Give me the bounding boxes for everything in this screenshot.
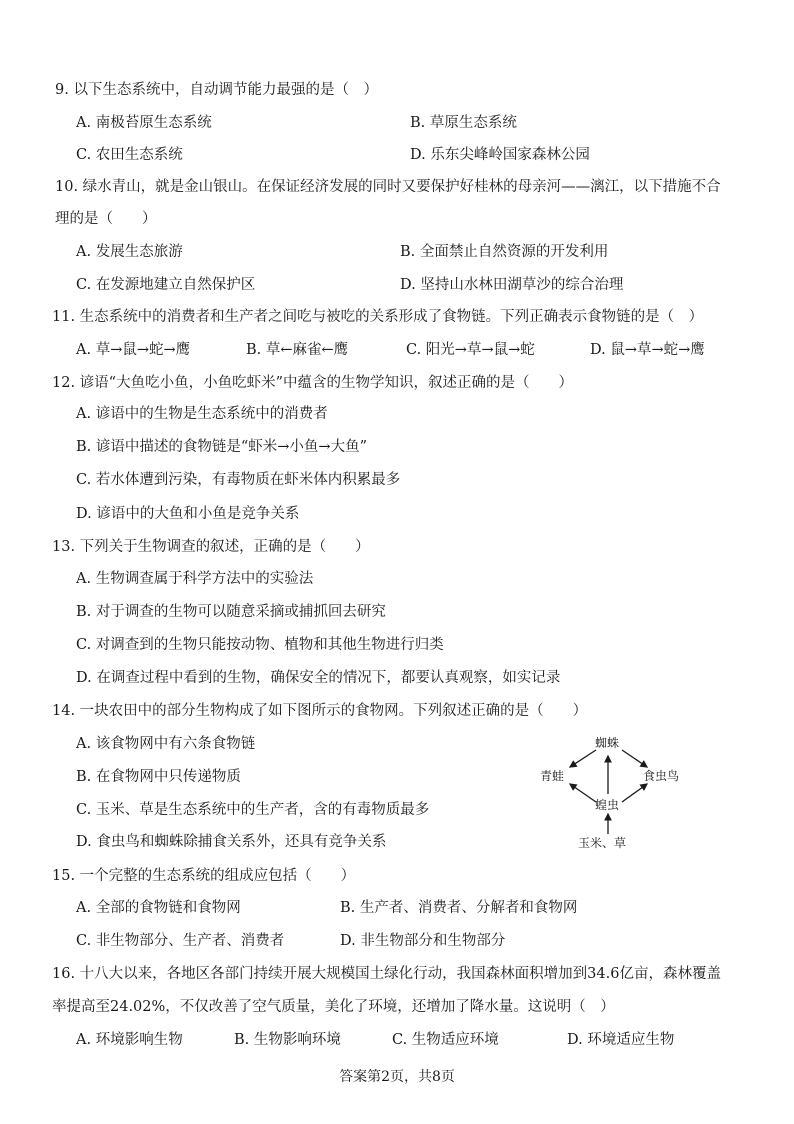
question-11-stem: 11. 生态系统中的消费者和生产者之间吃与被吃的关系形成了食物链。下列正确表示食物链的是（ ） <box>52 309 704 325</box>
question-15-option-b: B. 生产者、消费者、分解者和食物网 <box>340 900 578 916</box>
question-13-option-c: C. 对调查到的生物只能按动物、植物和其他生物进行归类 <box>76 637 444 653</box>
question-16-option-b: B. 生物影响环境 <box>234 1032 341 1048</box>
page-footer: 答案第2页，共8页 <box>339 1069 455 1085</box>
node-insect: 蝗虫 <box>595 798 620 812</box>
question-15-option-d: D. 非生物部分和生物部分 <box>340 933 506 949</box>
question-16-stem-line1: 16. 十八大以来，各地区各部门持续开展大规模国土绿化行动，我国森林面积增加到34.6亿亩，森林覆盖 <box>52 966 721 982</box>
question-12-option-b: B. 谚语中描述的食物链是“虾米→小鱼→大鱼” <box>76 439 367 455</box>
arrow-insect-to-bird <box>622 784 647 802</box>
question-10-option-a: A. 发展生态旅游 <box>76 244 183 260</box>
node-spider: 蜘蛛 <box>595 736 620 750</box>
question-9-stem: 9. 以下生态系统中，自动调节能力最强的是（ ） <box>55 82 378 98</box>
question-14-option-d: D. 食虫鸟和蜘蛛除捕食关系外，还具有竞争关系 <box>76 834 387 850</box>
question-12-option-a: A. 谚语中的生物是生态系统中的消费者 <box>76 406 328 422</box>
question-14-option-a: A. 该食物网中有六条食物链 <box>76 736 256 752</box>
question-13-option-a: A. 生物调查属于科学方法中的实验法 <box>76 571 314 587</box>
question-16-stem-line2: 率提高至24.02%，不仅改善了空气质量，美化了环境，还增加了降水量。这说明（ ） <box>52 999 615 1015</box>
question-9-option-c: C. 农田生态系统 <box>76 147 183 163</box>
question-14-option-c: C. 玉米、草是生态系统中的生产者，含的有毒物质最多 <box>76 802 430 818</box>
question-10-option-d: D. 坚持山水林田湖草沙的综合治理 <box>400 277 624 293</box>
arrow-spider-to-frog <box>570 750 596 767</box>
question-11-option-c: C. 阳光→草→鼠→蛇 <box>406 342 535 358</box>
question-12-stem: 12. 谚语“大鱼吃小鱼，小鱼吃虾米”中蕴含的生物学知识，叙述正确的是（ ） <box>52 375 573 391</box>
question-12-option-d: D. 谚语中的大鱼和小鱼是竞争关系 <box>76 506 300 522</box>
arrow-spider-to-bird <box>622 750 647 767</box>
question-10-option-b: B. 全面禁止自然资源的开发利用 <box>400 244 609 260</box>
question-16-option-d: D. 环境适应生物 <box>567 1032 675 1048</box>
question-11-option-b: B. 草←麻雀←鹰 <box>246 342 349 358</box>
question-14-option-b: B. 在食物网中只传递物质 <box>76 769 241 785</box>
arrow-insect-to-frog <box>570 784 596 802</box>
question-13-stem: 13. 下列关于生物调查的叙述，正确的是（ ） <box>52 539 370 555</box>
question-16-option-c: C. 生物适应环境 <box>392 1032 499 1048</box>
question-9-option-a: A. 南极苔原生态系统 <box>76 115 212 131</box>
question-14-stem: 14. 一块农田中的部分生物构成了如下图所示的食物网。下列叙述正确的是（ ） <box>52 703 588 719</box>
question-11-option-d: D. 鼠→草→蛇→鹰 <box>590 342 705 358</box>
node-bird: 食虫鸟 <box>643 769 680 783</box>
question-11-option-a: A. 草→鼠→蛇→鹰 <box>76 342 191 358</box>
question-10-stem-line2: 理的是（ ） <box>55 211 157 227</box>
question-15-option-c: C. 非生物部分、生产者、消费者 <box>76 933 285 949</box>
question-9-option-b: B. 草原生态系统 <box>410 115 517 131</box>
question-13-option-d: D. 在调查过程中看到的生物，确保安全的情况下，都要认真观察，如实记录 <box>76 670 561 686</box>
food-web-diagram <box>530 736 690 856</box>
question-15-option-a: A. 全部的食物链和食物网 <box>76 900 241 916</box>
question-16-option-a: A. 环境影响生物 <box>76 1032 183 1048</box>
question-9-option-d: D. 乐东尖峰岭国家森林公园 <box>410 147 590 163</box>
question-12-option-c: C. 若水体遭到污染，有毒物质在虾米体内积累最多 <box>76 472 401 488</box>
node-producers: 玉米、草 <box>578 836 627 850</box>
node-frog: 青蛙 <box>540 769 565 783</box>
question-13-option-b: B. 对于调查的生物可以随意采摘或捕抓回去研究 <box>76 604 386 620</box>
question-10-option-c: C. 在发源地建立自然保护区 <box>76 277 256 293</box>
question-15-stem: 15. 一个完整的生态系统的组成应包括（ ） <box>52 868 356 884</box>
question-10-stem-line1: 10. 绿水青山，就是金山银山。在保证经济发展的同时又要保护好桂林的母亲河——漓江，以下措施不合 <box>55 179 721 195</box>
